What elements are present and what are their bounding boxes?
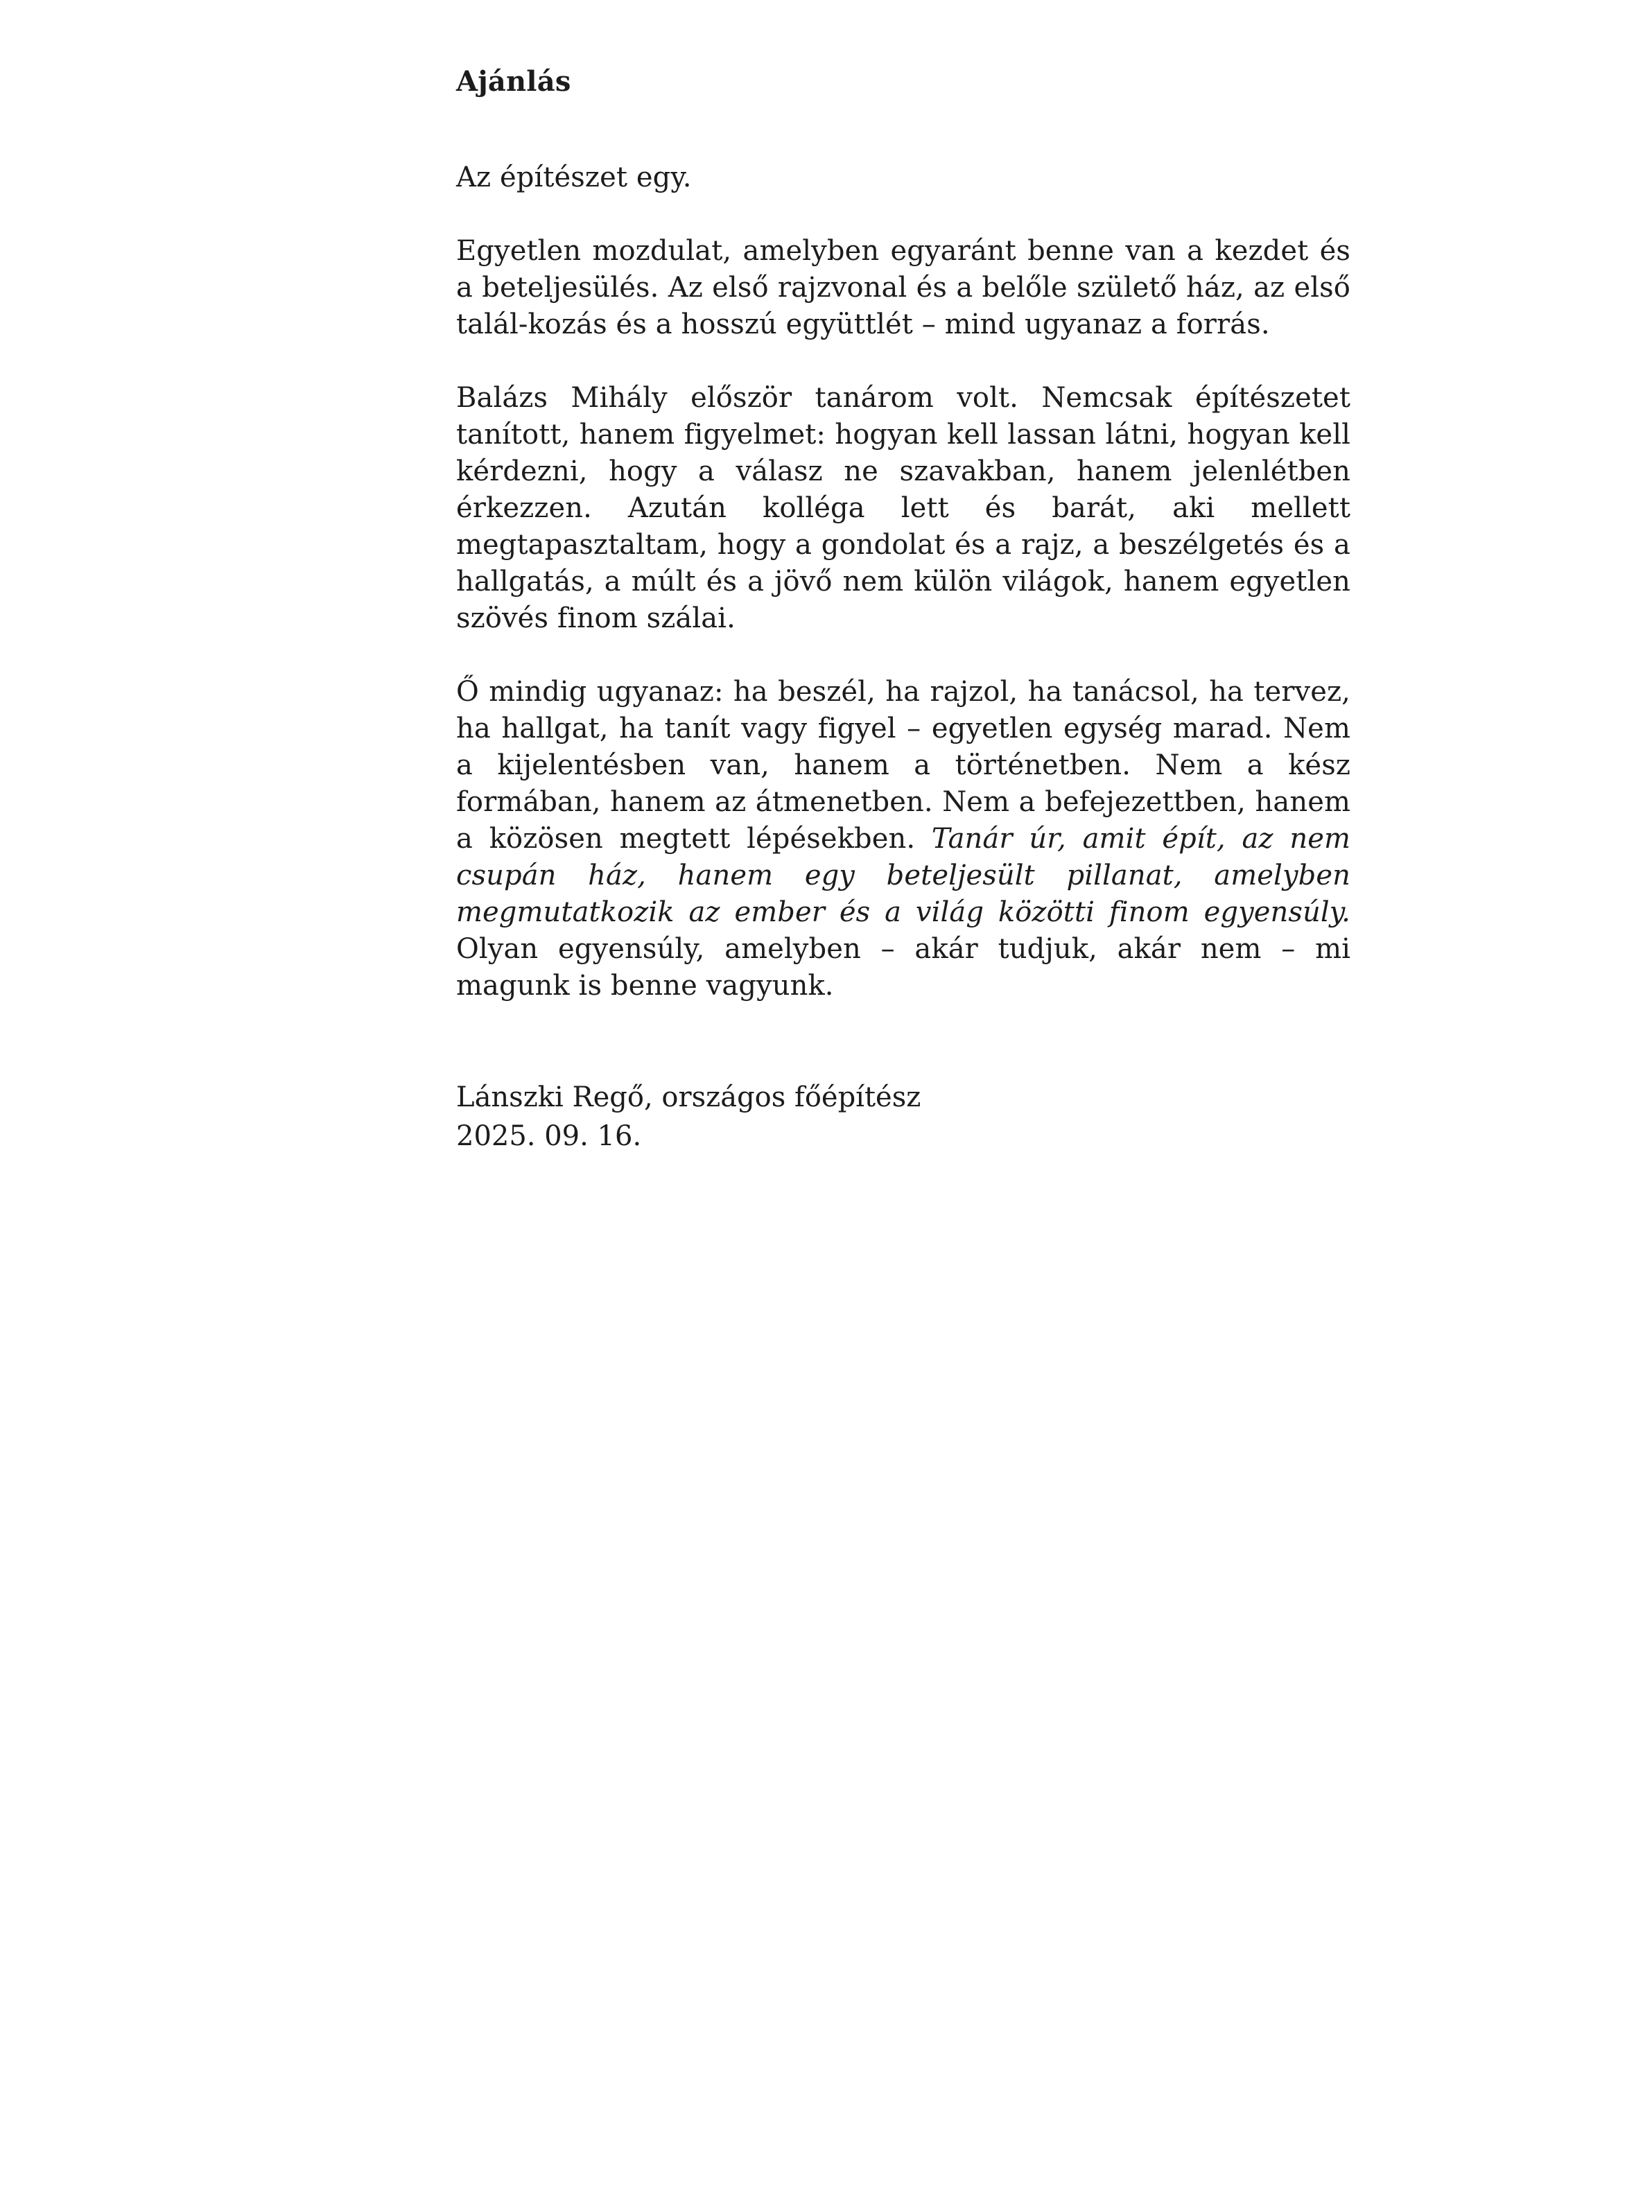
signature-date: 2025. 09. 16.: [456, 1120, 642, 1152]
paragraph-3: Balázs Mihály először tanárom volt. Nemcsak építészetet tanított, hanem figyelmet: hogyan kell lassan látni, hogyan kell kérdezni, hogy a válasz ne szavakban, hanem jelenlétben érkezzen. Azután kolléga lett és barát, aki mellett megtapasztaltam, hogy a gondolat és a rajz, a beszélgetés és a hallgatás, a múlt és a jövő nem külön világok, hanem egyetlen szövés finom szálai.: [456, 382, 1350, 634]
paragraph-4-start: Ő mindig ugyanaz: ha beszél, ha rajzol, ha tanácsol, ha tervez, ha hallgat, ha tanít vagy figyel – egyetlen egység marad. Nem a kijelentésben van, hanem a történetben. Nem a kész formában, hanem az átmenetben. Nem a befejezettben, hanem a közösen megtett lépésekben.: [456, 676, 1350, 855]
paragraph-4-end: Olyan egyensúly, amelyben – akár tudjuk, akár nem – mi magunk is benne vagyunk.: [456, 933, 1350, 1002]
text-column: [456, 62, 1350, 1156]
paragraph-2: Egyetlen mozdulat, amelyben egyaránt benne van a kezdet és a beteljesülés. Az első rajzvonal és a belőle születő ház, az első talál-kozás és a hosszú együttlét – mind ugyanaz a forrás.: [456, 235, 1350, 340]
paragraph-1: Az építészet egy.: [456, 162, 692, 193]
page-title: Ajánlás: [456, 65, 571, 98]
signature-name-title: Lánszki Regő, országos főépítész: [456, 1081, 921, 1113]
paragraph-4: [456, 674, 1350, 1004]
signature-block: [456, 1078, 1350, 1156]
paragraph-4-italic-quote: Tanár úr, amit épít, az nem csupán ház, hanem egy beteljesült pillanat, amelyben megmutatkozik az ember és a világ közötti finom egyensúly.: [456, 823, 1351, 928]
